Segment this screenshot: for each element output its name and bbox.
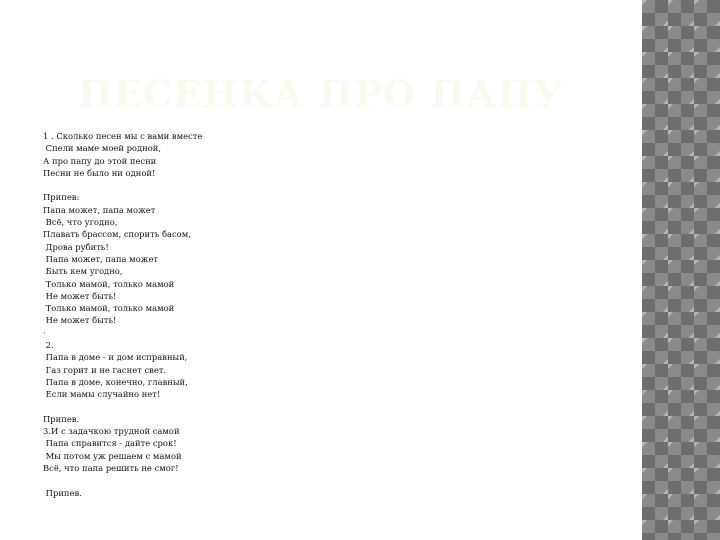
lyric-line: [43, 179, 603, 191]
lyric-line: Мы потом уж решаем с мамой: [43, 450, 182, 461]
lyric-line: Быть кем угодно,: [43, 266, 123, 277]
song-lyrics: [43, 130, 603, 499]
lyric-line: Припев.: [43, 413, 80, 424]
lyric-line: Папа в доме, конечно, главный,: [43, 376, 188, 387]
slide-title: ПЕСЕНКА ПРО ПАПУ: [77, 72, 565, 116]
lyric-line: Папа может, папа может: [43, 253, 159, 264]
lyric-line: 2.: [43, 340, 54, 351]
lyric-line: 3.И с задачкою трудной самой: [43, 426, 180, 437]
lyric-line: Не может быть!: [43, 315, 117, 326]
lyric-line: Дрова рубить!: [43, 241, 109, 252]
lyric-line: Только мамой, только мамой: [43, 278, 175, 289]
lyric-line: Песни не было ни одной!: [43, 167, 156, 178]
lyric-line: Спели маме моей родной,: [43, 143, 161, 154]
lyric-line: Плавать брассом, спорить басом,: [43, 229, 191, 240]
lyric-line: Всё, что папа решить не смог!: [43, 463, 179, 474]
lyric-line: Только мамой, только мамой: [43, 303, 175, 314]
lyric-line: Припев.: [43, 487, 82, 498]
decorative-side-pattern: [642, 0, 720, 540]
lyric-line: Газ горит и не гаснет свет.: [43, 364, 167, 375]
lyric-line: Если мамы случайно нет!: [43, 389, 161, 400]
lyric-line: Припев:: [43, 192, 80, 203]
lyric-line: [43, 401, 603, 413]
lyric-line: Папа справится - дайте срок!: [43, 438, 177, 449]
lyric-line: 1 . Сколько песен мы с вами вместе: [43, 131, 203, 141]
lyric-line: [43, 474, 603, 486]
lyric-line: Не может быть!: [43, 290, 117, 301]
lyric-line: Папа может, папа может: [43, 204, 156, 215]
lyric-line: Папа в доме - и дом исправный,: [43, 352, 188, 363]
lyric-line: А про папу до этой песни: [43, 155, 157, 166]
lyric-line: Всё, что угодно,: [43, 217, 118, 228]
lyric-line: ·: [43, 327, 46, 338]
